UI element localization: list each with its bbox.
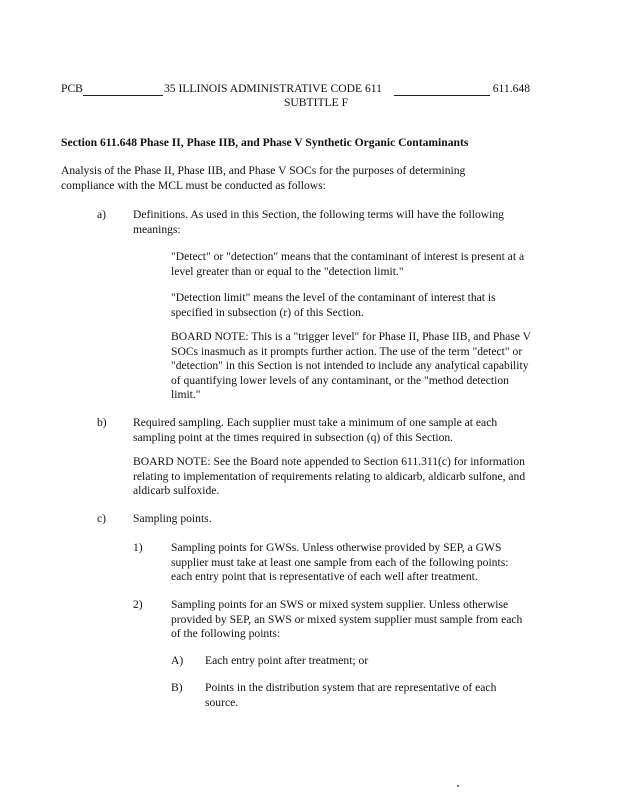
item-1-label: 1) [133,541,143,554]
item-1-text: Sampling points for GWSs. Unless otherwise provided by SEP, a GWS supplier must take at least one sample from each of the following points: each entry point that is representative of each well after treatment. [171,541,509,584]
item-2b-text: Points in the distribution system that are representative of each source. [205,681,497,709]
subsection-b-label: b) [97,416,107,429]
section-title: Section 611.648 Phase II, Phase IIB, and Phase V Synthetic Organic Contaminants [61,136,469,149]
intro-paragraph: Analysis of the Phase II, Phase IIB, and Phase V SOCs for the purposes of determining compliance with the MCL must be conducted as follows: [61,164,466,192]
running-header [61,82,530,96]
item-2b-label: B) [171,681,183,694]
header-center: 35 ILLINOIS ADMINISTRATIVE CODE 611 [164,82,382,95]
item-2-label: 2) [133,598,143,611]
header-subtitle: SUBTITLE F [283,96,349,109]
subsection-a-text: Definitions. As used in this Section, the following terms will have the following meanings: [133,208,504,236]
definition-detection-limit: "Detection limit" means the level of the contaminant of interest that is specified in subsection (r) of this Section. [171,291,496,319]
board-note-a: BOARD NOTE: This is a "trigger level" for Phase II, Phase IIB, and Phase V SOCs inasmuch as it prompts further action. The use of the term "detect" or "detection" in this Section is not intended to include any analytical capability of quantifying lower levels of any contaminant, or the "method detection limit." [171,330,531,402]
item-2a-text: Each entry point after treatment; or [205,654,369,667]
header-right: 611.648 [492,82,530,95]
item-2a-label: A) [171,654,184,667]
subsection-a-label: a) [97,208,107,221]
header-left: PCB [61,82,83,95]
subsection-c-text: Sampling points. [133,512,212,525]
item-2-text: Sampling points for an SWS or mixed system supplier. Unless otherwise provided by SEP, an SWS or mixed system supplier must sample from each of the following points: [171,598,523,641]
board-note-b: BOARD NOTE: See the Board note appended to Section 611.311(c) for information relating to implementation of requirements relating to aldicarb, aldicarb sulfone, and aldicarb sulfoxide. [133,455,526,498]
subsection-c-label: c) [97,512,107,525]
definition-detect: "Detect" or "detection" means that the contaminant of interest is present at a level greater than or equal to the "detection limit." [171,250,525,278]
scan-speck [457,785,459,787]
subsection-b-text: Required sampling. Each supplier must take a minimum of one sample at each sampling point at the times required in subsection (q) of this Section. [133,416,498,444]
